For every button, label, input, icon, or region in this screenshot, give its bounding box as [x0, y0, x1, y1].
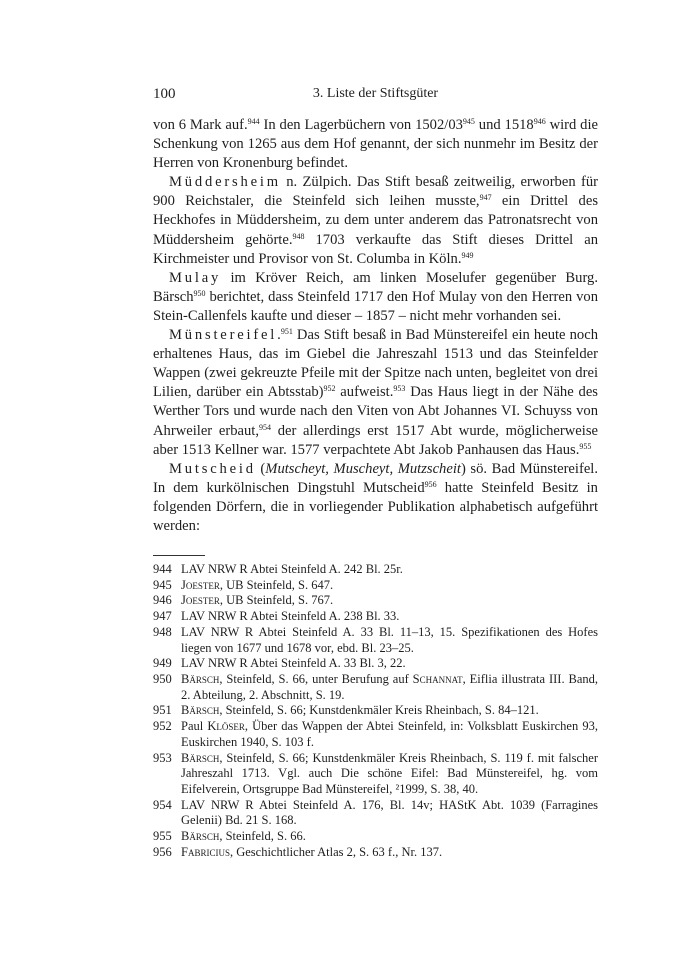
footnote-text: [181, 845, 598, 861]
footnote: [153, 578, 598, 594]
footnote-number: 955: [153, 829, 172, 844]
footnote-ref: 956: [424, 479, 437, 489]
text-run: Das Stift besaß in Bad Münstereifel ein heute noch erhaltenes Haus, das im Giebel die Jahreszahl 1513 und das Steinfelder Wappen (zwei gekreuzte Pfeile mit der Spitze nach unten, begleitet von drei Lilien, darüber ein Abtsstab): [153, 327, 598, 401]
paragraph: [153, 326, 598, 460]
text-run: ) sö. Bad Münstereifel. In dem kurkölnischen Dingstuhl Mutscheid: [153, 460, 599, 496]
text-run: Das Haus liegt in der Nähe des Werther Tors und wurde nach den Viten von Abt Johannes VI. Schuyss von Ahrweiler erbaut,: [153, 384, 598, 439]
author-name: Joester: [181, 577, 220, 592]
text-run: von 6 Mark auf.: [153, 117, 248, 133]
text-run: (: [255, 460, 266, 477]
text-run: berichtet, dass Steinfeld 1717 den Hof Mulay von den Herren von Stein-Callenfels kaufte und dieser – 1857 – nicht mehr vorhanden sei.: [153, 288, 598, 324]
footnote-text: [181, 609, 598, 625]
footnote-ref: 955: [579, 441, 592, 451]
running-title: 3. Liste der Stiftsgüter: [312, 86, 439, 101]
footnote-number: 954: [153, 797, 172, 812]
book-page: [153, 86, 598, 860]
page-header: [153, 86, 598, 110]
text-run: 1703 verkaufte das Stift dieses Drittel an Kirchmeister und Provisor von St. Columba in Köln.: [153, 231, 599, 267]
footnote: [153, 845, 598, 861]
footnote-text: [181, 578, 598, 594]
text-run: Paul: [181, 719, 208, 734]
footnote-ref: 954: [258, 422, 271, 432]
text-run: , Steinfeld, S. 66.: [219, 829, 306, 844]
text-run: , Steinfeld, S. 66; Kunstdenkmäler Kreis Rheinbach, S. 119 f. mit falscher Jahreszahl 1713. Vgl. auch Die schöne Eifel: Bad Münstereifel, hg. vom Eifelverein, Ortsgruppe Bad Münstereifel, ²1999, S. 38, 40.: [181, 750, 598, 796]
footnote-number: 956: [153, 844, 172, 859]
footnote-divider: [153, 555, 205, 556]
footnote-ref: 952: [323, 384, 336, 394]
author-name: Bärsch: [181, 829, 220, 844]
footnote-text: [181, 672, 598, 703]
footnote: [153, 593, 598, 609]
footnote: [153, 703, 598, 719]
main-text: [153, 116, 598, 536]
footnote-text: [181, 829, 598, 845]
text-run: n. Zülpich. Das Stift besaß zeitweilig, erworben für 900 Reichstaler, die Steinfeld sich leihen musste,: [153, 174, 598, 210]
footnote-number: 946: [153, 593, 172, 608]
text-run: aufweist.: [335, 384, 394, 401]
paragraph: [153, 173, 598, 268]
footnote: [153, 609, 598, 625]
text-run: und 1518: [474, 117, 534, 133]
footnote-number: 948: [153, 624, 172, 639]
footnote-ref: 950: [193, 288, 206, 298]
place-name: Mulay: [169, 269, 222, 286]
place-name: Mutscheid: [169, 460, 256, 477]
text-run: , Eiflia illustrata III. Band, 2. Abteilung, 2. Abschnitt, S. 19.: [181, 671, 598, 702]
footnotes: [153, 562, 598, 860]
footnote-text: [181, 751, 598, 798]
footnote-ref: 947: [479, 193, 492, 203]
footnote-number: 951: [153, 703, 172, 718]
author-name: Bärsch: [181, 671, 220, 686]
footnote-ref: 953: [393, 384, 406, 394]
text-run: ein Drittel des Heckhofes in Müddersheim, zu dem unter anderem das Patronatsrecht von Müddersheim gehörte.: [153, 193, 599, 248]
footnote: [153, 562, 598, 578]
text-run: In den Lagerbüchern von 1502/03: [259, 117, 463, 133]
footnote-ref: 945: [462, 117, 475, 126]
text-run: LAV NRW R Abtei Steinfeld A. 33 Bl. 11–13, 15. Spezifikationen des Hofes liegen von 1677 und 1678 vor, ebd. Bl. 23–25.: [181, 624, 598, 655]
author-name: Joester: [181, 593, 220, 608]
text-run: , UB Steinfeld, S. 647.: [219, 577, 334, 592]
place-name: Münstereifel: [169, 327, 278, 344]
text-run: LAV NRW R Abtei Steinfeld A. 242 Bl. 25r.: [181, 562, 403, 577]
text-run: LAV NRW R Abtei Steinfeld A. 238 Bl. 33.: [181, 609, 400, 624]
text-run: , Über das Wappen der Abtei Steinfeld, in: Volksblatt Euskirchen 93, Euskirchen 1940, S. 103 f.: [181, 719, 598, 749]
footnote-text: [181, 719, 598, 750]
author-name: Bärsch: [181, 703, 220, 718]
author-name: Bärsch: [181, 750, 220, 765]
author-name: Fabricius: [181, 844, 230, 859]
footnote: [153, 751, 598, 798]
page-number: 100: [153, 86, 176, 102]
footnote-number: 952: [153, 719, 172, 734]
footnote-text: [181, 798, 598, 829]
footnote-text: [181, 593, 598, 609]
footnote-ref: 944: [247, 117, 260, 126]
footnote-number: 950: [153, 671, 172, 686]
paragraph: [153, 269, 598, 326]
footnote-ref: 951: [280, 327, 293, 337]
text-run: , Steinfeld, S. 66, unter Berufung auf: [219, 671, 413, 686]
italic-variants: Mutscheyt, Muscheyt, Mutzscheit: [265, 460, 461, 477]
text-run: der allerdings erst 1517 Abt wurde, möglicherweise aber 1513 Kellner war. 1577 verpachtete Abt Jakob Panhausen das Haus.: [153, 422, 598, 458]
footnote-text: [181, 625, 598, 656]
footnote: [153, 656, 598, 672]
footnote: [153, 829, 598, 845]
footnote-text: [181, 562, 598, 578]
footnote-number: 947: [153, 609, 172, 624]
footnote-number: 945: [153, 577, 172, 592]
footnote-ref: 949: [461, 250, 474, 260]
text-run: LAV NRW R Abtei Steinfeld A. 176, Bl. 14v; HAStK Abt. 1039 (Farragines Gelenii) Bd. 21 S. 168.: [181, 797, 598, 828]
paragraph: [153, 460, 598, 536]
text-run: LAV NRW R Abtei Steinfeld A. 33 Bl. 3, 22.: [181, 656, 406, 671]
footnote: [153, 625, 598, 656]
footnote: [153, 719, 598, 750]
paragraph: [153, 116, 598, 173]
text-run: wird die Schenkung von 1265 aus dem Hof genannt, der sich nunmehr im Besitz der Herren von Kronenburg befindet.: [153, 117, 599, 172]
text-run: hatte Steinfeld Besitz in folgenden Dörfern, die in vorliegender Publikation alphabetisch aufgeführt werden:: [153, 479, 598, 534]
text-run: , Steinfeld, S. 66; Kunstdenkmäler Kreis Rheinbach, S. 84–121.: [219, 703, 539, 718]
text-run: , UB Steinfeld, S. 767.: [219, 593, 334, 608]
footnote-text: [181, 656, 598, 672]
author-name: Klöser: [207, 719, 245, 734]
footnote-ref: 946: [533, 117, 546, 126]
author-name: Schannat: [412, 671, 463, 686]
footnote-ref: 948: [292, 231, 305, 241]
footnote-number: 949: [153, 656, 172, 671]
footnote-number: 944: [153, 562, 172, 577]
place-name: Müddersheim: [169, 174, 281, 191]
footnote: [153, 798, 598, 829]
footnote: [153, 672, 598, 703]
text-run: , Geschichtlicher Atlas 2, S. 63 f., Nr. 137.: [229, 844, 443, 859]
text-run: im Kröver Reich, am linken Moselufer gegenüber Burg. Bärsch: [153, 269, 598, 305]
text-run: .: [277, 327, 281, 344]
footnote-text: [181, 703, 598, 719]
footnote-number: 953: [153, 750, 172, 765]
